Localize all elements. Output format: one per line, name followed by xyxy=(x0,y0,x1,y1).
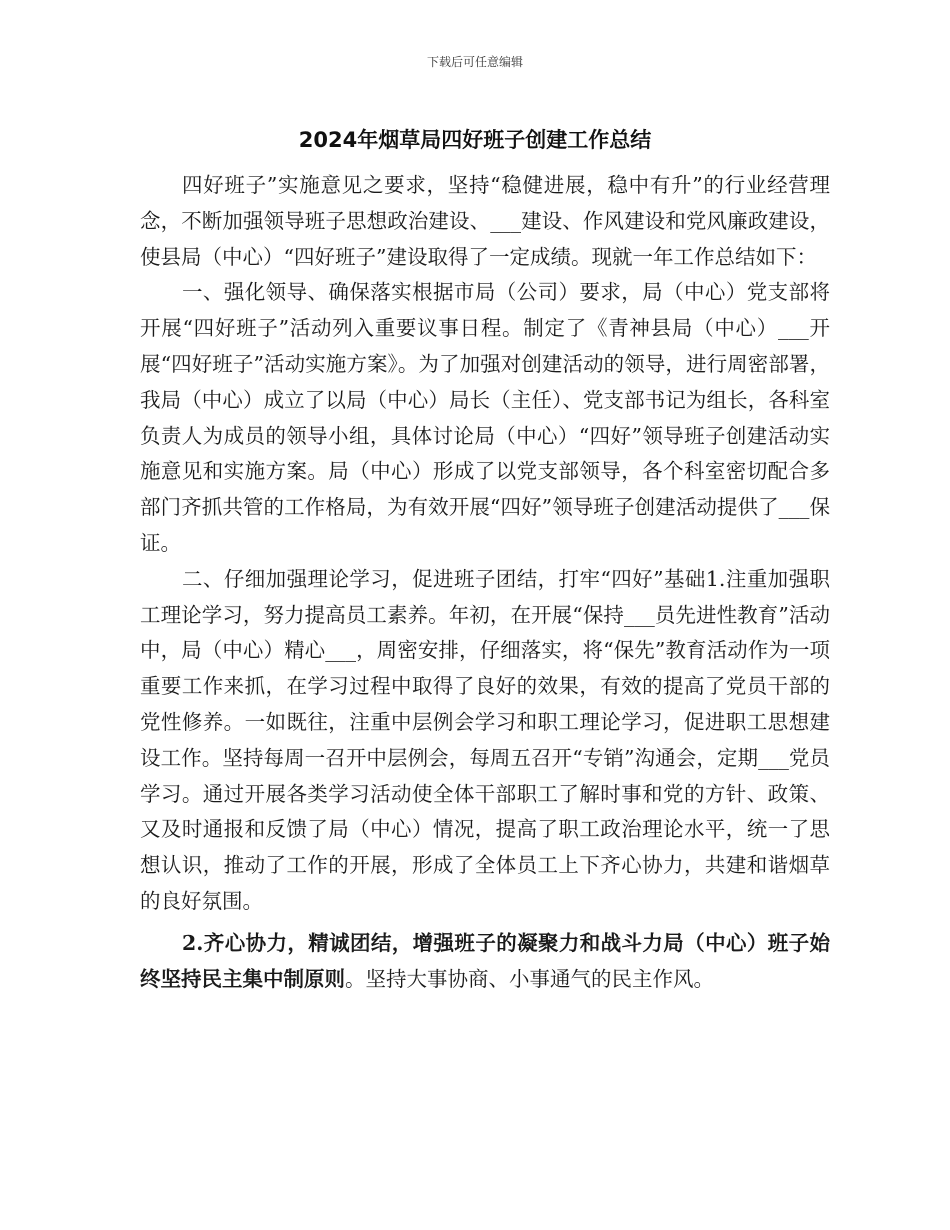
paragraph-section-1: 一、强化领导、确保落实根据市局（公司）要求，局（中心）党支部将开展“四好班子”活动列入重要议事日程。制定了《青神县局（中心）___开展“四好班子”活动实施方案》。为了加强对创建活动的领导，进行周密部署，我局（中心）成立了以局（中心）局长（主任）、党支部书记为组长，各科室负责人为成员的领导小组，具体讨论局（中心）“四好”领导班子创建活动实施意见和实施方案。局（中心）形成了以党支部领导，各个科室密切配合多部门齐抓共管的工作格局，为有效开展“四好”领导班子创建活动提供了___保证。 xyxy=(140,280,830,555)
paragraph-normal-tail: 。坚持大事协商、小事通气的民主作风。 xyxy=(345,966,714,991)
paragraph-section-2-item-2 xyxy=(140,926,830,998)
header-note: 下载后可任意编辑 xyxy=(426,55,523,69)
page-title: 2024年烟草局四好班子创建工作总结 xyxy=(298,128,652,152)
paragraph-intro: 四好班子”实施意见之要求，坚持“稳健进展，稳中有升”的行业经营理念，不断加强领导班子思想政治建设、___建设、作风建设和党风廉政建设，使县局（中心）“四好班子”建设取得了一定成绩。现就一年工作总结如下： xyxy=(140,173,830,269)
paragraph-bold-lead: 2.齐心协力，精诚团结，增强班子的凝聚力和战斗力局（中心）班子始终坚持民主集中制原则 xyxy=(140,930,830,991)
document-body xyxy=(140,168,830,997)
paragraph-section-2: 二、仔细加强理论学习，促进班子团结，打牢“四好”基础1.注重加强职工理论学习，努力提高员工素养。年初，在开展“保持___员先进性教育”活动中，局（中心）精心___，周密安排，仔细落实，将“保先”教育活动作为一项重要工作来抓，在学习过程中取得了良好的效果，有效的提高了党员干部的党性修养。一如既往，注重中层例会学习和职工理论学习，促进职工思想建设工作。坚持每周一召开中层例会，每周五召开“专销”沟通会，定期___党员学习。通过开展各类学习活动使全体干部职工了解时事和党的方针、政策、又及时通报和反馈了局（中心）情况，提高了职工政治理论水平，统一了思想认识，推动了工作的开展，形成了全体员工上下齐心协力，共建和谐烟草的良好氛围。 xyxy=(140,566,830,913)
